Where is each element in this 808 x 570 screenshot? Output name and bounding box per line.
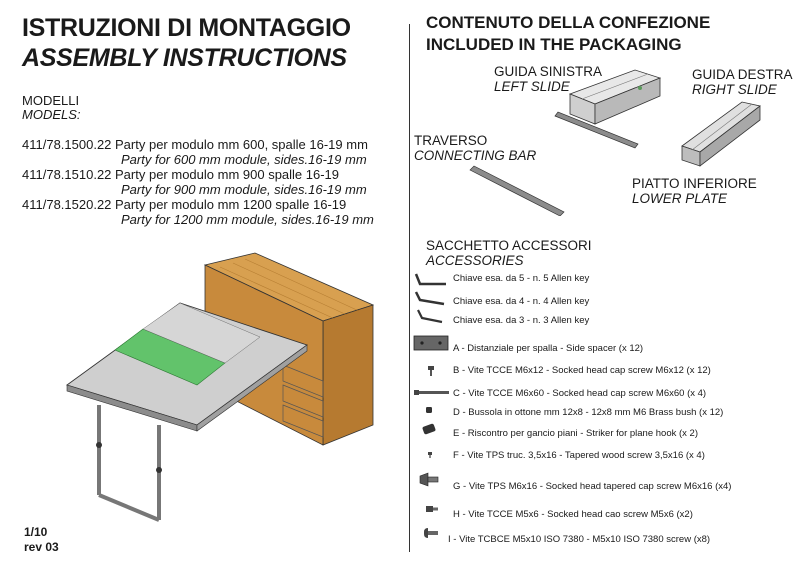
wood-screw-icon — [428, 452, 432, 458]
model-1-it: 411/78.1500.22 Party per modulo mm 600, spalle 16-19 mm — [22, 137, 368, 152]
accessories-title-en: ACCESSORIES — [426, 253, 524, 268]
title-it: ISTRUZIONI DI MONTAGGIO — [22, 14, 351, 42]
lower-plate-label-en: LOWER PLATE — [632, 191, 728, 206]
side-spacer-icon — [414, 336, 448, 350]
models-label-en: MODELS: — [22, 107, 81, 122]
long-screw-icon — [414, 390, 449, 395]
screw-icon — [424, 528, 438, 538]
tapered-screw-icon — [420, 473, 438, 486]
accessory-icons — [410, 270, 454, 550]
page-number: 1/10 — [24, 525, 48, 539]
left-slide-icon — [570, 70, 660, 124]
accessory-item: Chiave esa. da 4 - n. 4 Allen key — [453, 296, 590, 307]
right-slide-label-it: GUIDA DESTRA — [692, 67, 793, 82]
accessory-item: G - Vite TPS M6x16 - Socked head tapered cap screw M6x16 (x4) — [453, 481, 732, 492]
accessory-item: Chiave esa. da 3 - n. 3 Allen key — [453, 315, 590, 326]
accessory-item: Chiave esa. da 5 - n. 5 Allen key — [453, 273, 590, 284]
bush-icon — [426, 407, 432, 413]
screw-icon — [428, 366, 434, 376]
allen-key-icon — [416, 274, 446, 284]
lower-plate-icon — [470, 166, 564, 216]
allen-key-icon — [418, 310, 442, 322]
left-slide-label-en: LEFT SLIDE — [494, 79, 570, 94]
accessory-item: D - Bussola in ottone mm 12x8 - 12x8 mm M6 Brass bush (x 12) — [453, 407, 724, 418]
desk-illustration — [55, 245, 395, 535]
page-rev: rev 03 — [24, 540, 59, 554]
right-slide-label-en: RIGHT SLIDE — [692, 82, 777, 97]
accessory-item: H - Vite TCCE M5x6 - Socked head cao screw M5x6 (x2) — [453, 509, 693, 520]
right-slide-icon — [682, 102, 760, 166]
connecting-bar-label-it: TRAVERSO — [414, 133, 488, 148]
models-label-it: MODELLI — [22, 93, 80, 108]
package-title-en: INCLUDED IN THE PACKAGING — [426, 35, 682, 54]
accessories-title-it: SACCHETTO ACCESSORI — [426, 238, 592, 253]
parts-illustration — [460, 66, 800, 216]
model-3-en: Party for 1200 mm module, sides.16-19 mm — [121, 212, 374, 227]
allen-key-icon — [416, 292, 444, 304]
accessory-item: F - Vite TPS truc. 3,5x16 - Tapered wood screw 3,5x16 (x 4) — [453, 450, 705, 461]
accessory-item: C - Vite TCCE M6x60 - Socked head cap screw M6x60 (x 4) — [453, 388, 707, 399]
screw-icon — [426, 506, 438, 512]
accessory-item: B - Vite TCCE M6x12 - Socked head cap screw M6x12 (x 12) — [453, 365, 711, 376]
accessory-item: I - Vite TCBCE M5x10 ISO 7380 - M5x10 ISO 7380 screw (x8) — [448, 534, 711, 545]
title-en: ASSEMBLY INSTRUCTIONS — [22, 44, 347, 72]
model-1-en: Party for 600 mm module, sides.16-19 mm — [121, 152, 367, 167]
lower-plate-label-it: PIATTO INFERIORE — [632, 176, 757, 191]
model-3-it: 411/78.1520.22 Party per modulo mm 1200 spalle 16-19 — [22, 197, 347, 212]
left-slide-label-it: GUIDA SINISTRA — [494, 64, 603, 79]
striker-icon — [422, 423, 436, 435]
accessory-item: E - Riscontro per gancio piani - Striker for plane hook (x 2) — [453, 428, 698, 439]
model-2-it: 411/78.1510.22 Party per modulo mm 900 spalle 16-19 — [22, 167, 340, 182]
package-title-it: CONTENUTO DELLA CONFEZIONE — [426, 13, 711, 32]
accessory-item: A - Distanziale per spalla - Side spacer (x 12) — [453, 343, 644, 354]
model-2-en: Party for 900 mm module, sides.16-19 mm — [121, 182, 367, 197]
connecting-bar-label-en: CONNECTING BAR — [414, 148, 537, 163]
